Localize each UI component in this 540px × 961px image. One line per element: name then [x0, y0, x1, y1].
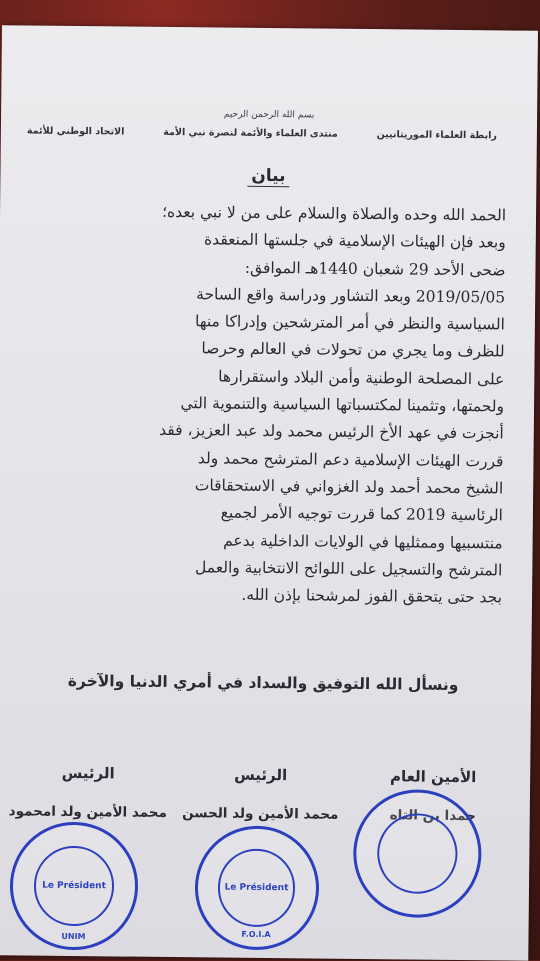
stamp-inner-ring — [367, 804, 467, 904]
signature-president-forum — [175, 765, 346, 940]
body-line: 2019/05/05 وبعد التشاور ودراسة واقع الساحة — [196, 285, 506, 307]
body-line: بجد حتى يتحقق الفوز لمرشحنا بإذن الله. — [241, 585, 503, 607]
official-stamp-icon — [337, 773, 497, 933]
stamp-bottom-text: UNIM — [61, 931, 86, 942]
official-stamp-icon — [194, 825, 319, 950]
org-scholars-forum: منتدى العلماء والأئمة لنصرة نبي الأمة — [163, 126, 338, 140]
signature-secretary-general — [348, 767, 519, 825]
official-stamp-icon — [9, 821, 138, 950]
signature-president-league — [3, 763, 174, 942]
body-line: السياسية والنظر في أمر المترشحين وإدراكا منها — [194, 312, 506, 334]
signature-role: الرئيس — [61, 763, 115, 783]
body-line: الشيخ محمد أحمد ولد الغزواني في الاستحقاقات — [194, 476, 504, 498]
stamp-center-text: Le Président — [224, 882, 289, 894]
stamp-center-text: Le Président — [42, 880, 106, 892]
body-line: ولحمتها، وتثمينا لمكتسباتها السياسية والتنموية التي — [180, 394, 505, 416]
body-line: المترشح والتسجيل على اللوائح الانتخابية والعمل — [195, 558, 503, 580]
body-line: ضحى الأحد 29 شعبان 1440هـ الموافق: — [244, 258, 506, 280]
org-scholars-league: رابطة العلماء الموريتانيين — [376, 129, 497, 142]
body-line: الرئاسية 2019 كما قررت توجيه الأمر لجميع — [220, 503, 503, 525]
signature-name: محمد الأمين ولد امحمود — [8, 803, 167, 821]
body-line: للظرف وما يجري من تحولات في العالم وحرصا — [201, 339, 505, 361]
stamp-inner-ring — [34, 846, 114, 926]
stamp-bottom-text: F.O.I.A — [241, 929, 271, 940]
signature-role: الرئيس — [234, 765, 288, 785]
organizations-header — [27, 125, 497, 141]
body-line: على المصلحة الوطنية وأمن البلاد واستقرارها — [218, 367, 505, 389]
stamp-inner-ring — [218, 849, 296, 927]
body-line: منتسبيها وممثليها في الولايات الداخلية بدعم — [223, 531, 503, 553]
signature-name: محمد الأمين ولد الحسن — [182, 805, 339, 823]
statement-body — [17, 197, 506, 612]
signature-name: حمدا بن التاه — [389, 807, 476, 825]
org-imams-union: الاتحاد الوطني للأئمة — [26, 125, 125, 138]
document-page — [0, 25, 538, 961]
document-title-text: بيان — [247, 166, 289, 187]
body-line: الحمد الله وحده والصلاة والسلام على من لا نبي بعده؛ — [162, 202, 507, 225]
signatures-row — [3, 763, 519, 942]
body-line: وبعد فإن الهيئات الإسلامية في جلستها المنعقدة — [204, 230, 506, 252]
basmala: بسم الله الرحمن الرحيم — [223, 109, 315, 121]
document-title — [0, 163, 536, 189]
body-line: قررت الهيئات الإسلامية دعم المترشح محمد ولد — [197, 448, 504, 471]
body-line: أنجزت في عهد الأخ الرئيس محمد ولد عبد العزيز، فقد — [159, 421, 504, 443]
signature-role: الأمين العام — [389, 767, 477, 787]
closing-prayer: ونسأل الله التوفيق والسداد في أمري الدنيا والآخرة — [67, 671, 459, 695]
